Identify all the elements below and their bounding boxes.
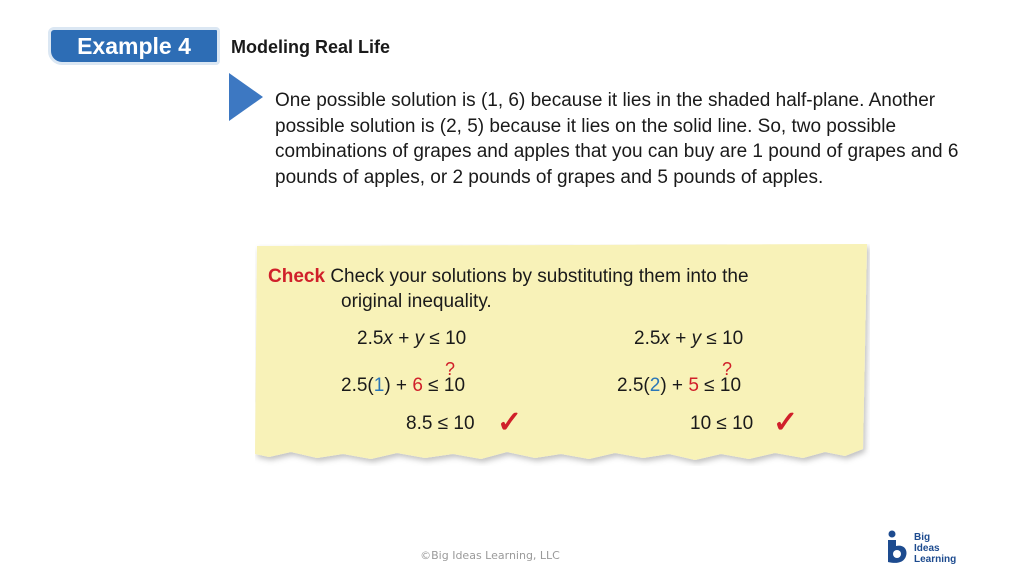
check-instructions — [268, 264, 858, 314]
right-result: 10 ≤ 10 — [690, 413, 754, 434]
big-ideas-logo-icon — [884, 530, 910, 564]
copyright-footer: ©Big Ideas Learning, LLC — [420, 549, 560, 562]
left-result: 8.5 ≤ 10 — [406, 413, 475, 434]
check-line-1: Check your solutions by substituting them into the — [330, 266, 749, 287]
solution-paragraph: One possible solution is (1, 6) because it lies in the shaded half-plane. Another possible solution is (2, 5) because it lies on the solid line. So, two possible combinations of grapes and apples that you can buy are 1 pound of grapes and 6 pounds of apples, or 2 pounds of grapes and 5 pounds of apples. — [275, 90, 959, 188]
check-label: Check — [268, 266, 326, 287]
check-note — [255, 244, 870, 466]
play-arrow-icon — [229, 73, 265, 121]
right-check-mark-icon: ✓ — [773, 406, 799, 439]
left-substitution: 2.5(1) + 6 ≤ 10 — [341, 375, 466, 396]
example-badge: Example 4 — [48, 27, 220, 65]
right-substitution: 2.5(2) + 5 ≤ 10 — [617, 375, 742, 396]
right-inequality: 2.5x + y ≤ 10 — [634, 328, 744, 349]
left-inequality: 2.5x + y ≤ 10 — [357, 328, 467, 349]
right-question-mark: ? — [722, 359, 733, 379]
page-title: Modeling Real Life — [231, 37, 391, 57]
check-line-2: original inequality. — [341, 291, 492, 312]
left-question-mark: ? — [445, 359, 456, 379]
left-check-mark-icon: ✓ — [497, 406, 523, 439]
logo-wordmark: Big Ideas Learning — [914, 532, 957, 565]
